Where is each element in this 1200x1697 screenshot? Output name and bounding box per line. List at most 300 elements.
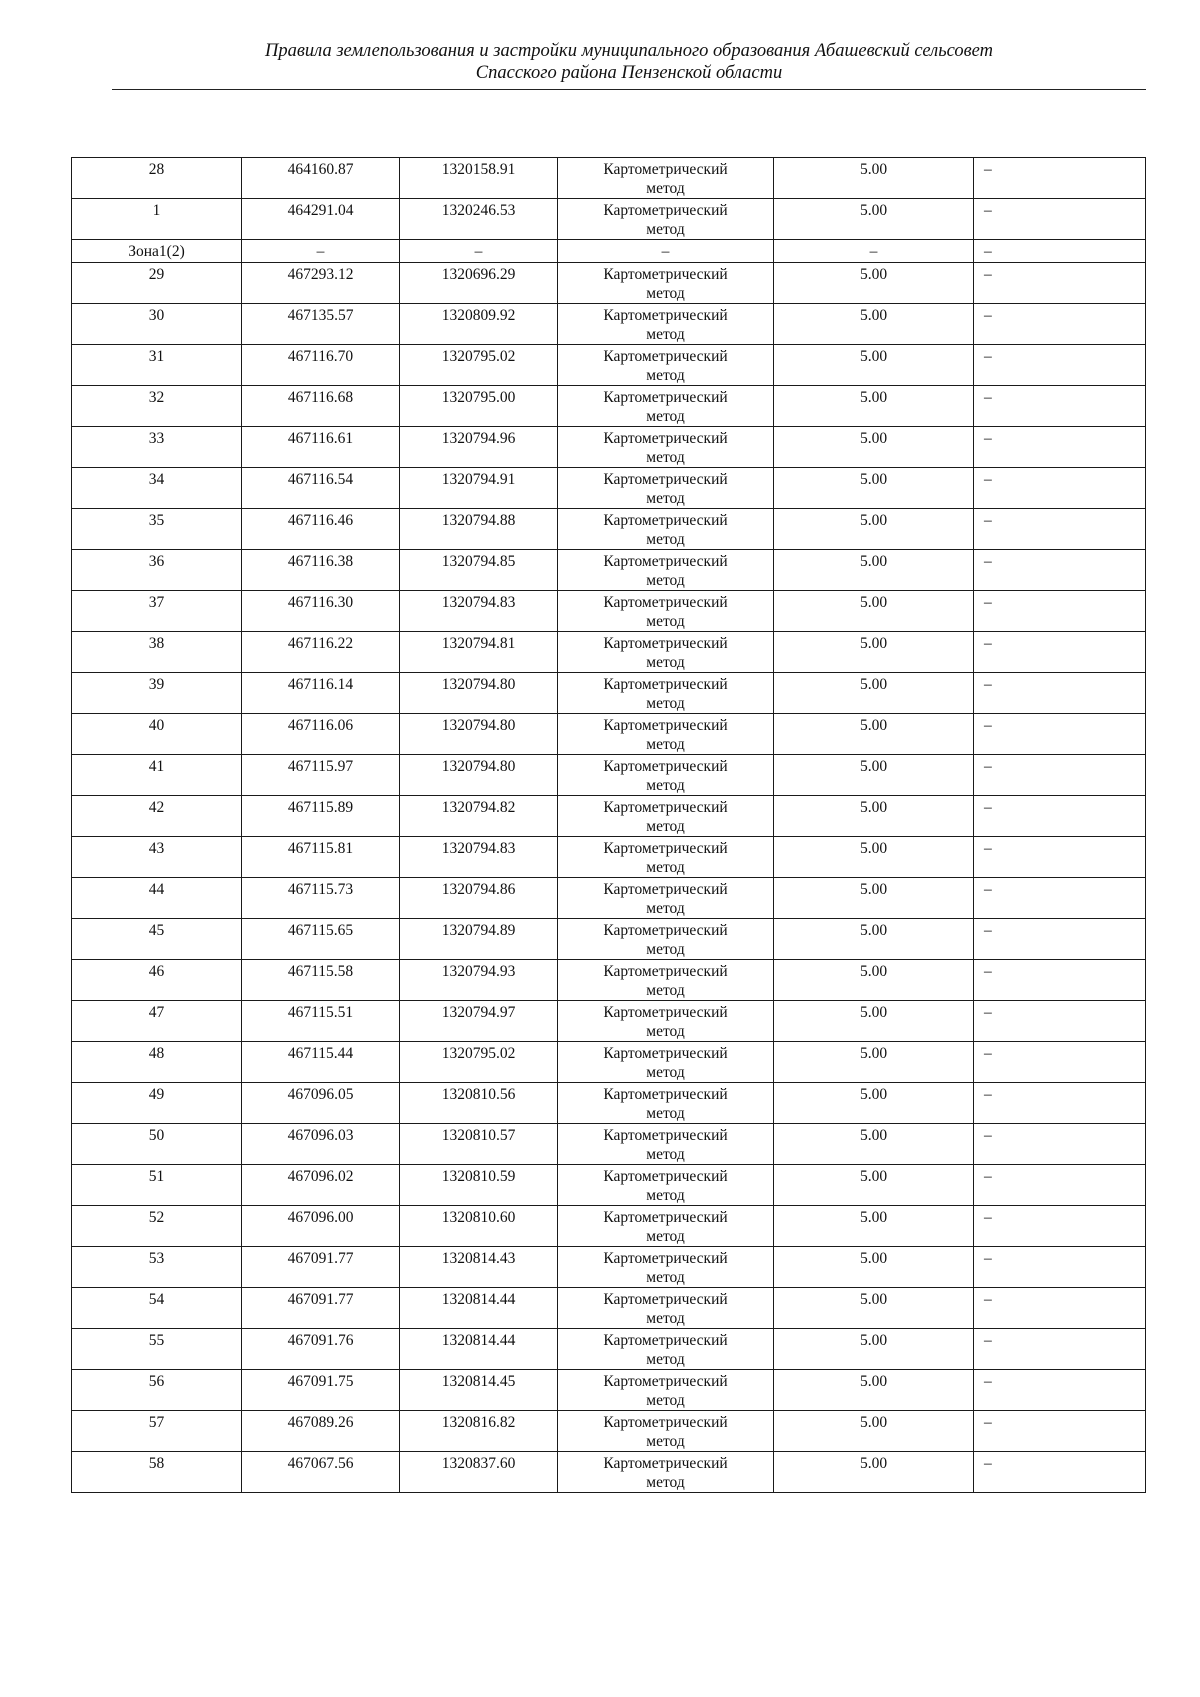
method-line-2: метод — [646, 1146, 685, 1163]
note-cell: – — [974, 1247, 1146, 1288]
point-number-cell: 39 — [72, 673, 242, 714]
y-coordinate-cell: 1320810.59 — [400, 1165, 558, 1206]
note-cell: – — [974, 509, 1146, 550]
accuracy-cell: 5.00 — [774, 427, 974, 468]
x-coordinate-cell: 467091.77 — [242, 1247, 400, 1288]
point-number-cell: 50 — [72, 1124, 242, 1165]
point-number-cell: 54 — [72, 1288, 242, 1329]
x-coordinate-cell: 467115.89 — [242, 796, 400, 837]
x-coordinate-cell: 467096.00 — [242, 1206, 400, 1247]
method-cell — [558, 240, 774, 263]
y-coordinate-cell: 1320794.80 — [400, 755, 558, 796]
method-line-1: Картометрический — [603, 161, 728, 178]
table-row — [72, 199, 1146, 240]
accuracy-cell: 5.00 — [774, 1124, 974, 1165]
note-cell: – — [974, 386, 1146, 427]
method-cell — [558, 878, 774, 919]
method-cell — [558, 1124, 774, 1165]
method-cell — [558, 1411, 774, 1452]
y-coordinate-cell: 1320246.53 — [400, 199, 558, 240]
note-cell: – — [974, 796, 1146, 837]
y-coordinate-cell: 1320794.80 — [400, 714, 558, 755]
table-row — [72, 550, 1146, 591]
header-line-1: Правила землепользования и застройки муниципального образования Абашевский сельсовет — [265, 41, 993, 61]
point-number-cell: 55 — [72, 1329, 242, 1370]
page-header — [112, 40, 1146, 84]
table-row — [72, 427, 1146, 468]
method-line-1: Картометрический — [603, 1332, 728, 1349]
method-line-2: метод — [646, 408, 685, 425]
method-line-1: Картометрический — [603, 512, 728, 529]
point-number-cell: 29 — [72, 263, 242, 304]
method-cell — [558, 386, 774, 427]
point-number-cell: 57 — [72, 1411, 242, 1452]
y-coordinate-cell: 1320814.45 — [400, 1370, 558, 1411]
note-cell: – — [974, 1206, 1146, 1247]
accuracy-cell: 5.00 — [774, 1247, 974, 1288]
accuracy-cell: 5.00 — [774, 345, 974, 386]
table-row — [72, 1001, 1146, 1042]
y-coordinate-cell: 1320794.80 — [400, 673, 558, 714]
table-row — [72, 837, 1146, 878]
table-row — [72, 591, 1146, 632]
accuracy-cell: 5.00 — [774, 796, 974, 837]
y-coordinate-cell: – — [400, 240, 558, 263]
x-coordinate-cell: 467115.65 — [242, 919, 400, 960]
note-cell: – — [974, 263, 1146, 304]
note-cell: – — [974, 427, 1146, 468]
method-line-2: метод — [646, 1474, 685, 1491]
method-line-2: метод — [646, 613, 685, 630]
y-coordinate-cell: 1320837.60 — [400, 1452, 558, 1493]
accuracy-cell: 5.00 — [774, 550, 974, 591]
table-row — [72, 755, 1146, 796]
accuracy-cell: 5.00 — [774, 304, 974, 345]
y-coordinate-cell: 1320810.57 — [400, 1124, 558, 1165]
y-coordinate-cell: 1320794.83 — [400, 837, 558, 878]
y-coordinate-cell: 1320795.00 — [400, 386, 558, 427]
method-line-2: метод — [646, 818, 685, 835]
y-coordinate-cell: 1320814.43 — [400, 1247, 558, 1288]
x-coordinate-cell: 467116.22 — [242, 632, 400, 673]
method-line-1: Картометрический — [603, 758, 728, 775]
note-cell: – — [974, 632, 1146, 673]
method-line-1: Картометрический — [603, 881, 728, 898]
method-line-2: метод — [646, 572, 685, 589]
note-cell: – — [974, 673, 1146, 714]
accuracy-cell: 5.00 — [774, 468, 974, 509]
table-row — [72, 1165, 1146, 1206]
y-coordinate-cell: 1320794.82 — [400, 796, 558, 837]
point-number-cell: 37 — [72, 591, 242, 632]
x-coordinate-cell: 467293.12 — [242, 263, 400, 304]
method-cell — [558, 755, 774, 796]
point-number-cell: 51 — [72, 1165, 242, 1206]
x-coordinate-cell: 467115.73 — [242, 878, 400, 919]
method-cell — [558, 1083, 774, 1124]
point-number-cell: 47 — [72, 1001, 242, 1042]
method-line-1: – — [661, 243, 670, 260]
method-line-2: метод — [646, 1433, 685, 1450]
table-row — [72, 1206, 1146, 1247]
y-coordinate-cell: 1320794.81 — [400, 632, 558, 673]
method-line-2: метод — [646, 859, 685, 876]
header-line-2: Спасского района Пензенской области — [475, 63, 783, 83]
method-line-2: метод — [646, 900, 685, 917]
y-coordinate-cell: 1320794.83 — [400, 591, 558, 632]
y-coordinate-cell: 1320794.93 — [400, 960, 558, 1001]
table-row — [72, 1411, 1146, 1452]
x-coordinate-cell: 467116.06 — [242, 714, 400, 755]
table-row — [72, 1124, 1146, 1165]
y-coordinate-cell: 1320794.96 — [400, 427, 558, 468]
method-line-1: Картометрический — [603, 471, 728, 488]
accuracy-cell: 5.00 — [774, 919, 974, 960]
x-coordinate-cell: 467116.46 — [242, 509, 400, 550]
table-row — [72, 509, 1146, 550]
point-number-cell: 44 — [72, 878, 242, 919]
method-line-1: Картометрический — [603, 1414, 728, 1431]
method-cell — [558, 550, 774, 591]
method-cell — [558, 960, 774, 1001]
x-coordinate-cell: 467096.03 — [242, 1124, 400, 1165]
method-cell — [558, 304, 774, 345]
method-cell — [558, 199, 774, 240]
x-coordinate-cell: 467116.14 — [242, 673, 400, 714]
accuracy-cell: 5.00 — [774, 1001, 974, 1042]
method-line-2: метод — [646, 1228, 685, 1245]
method-line-1: Картометрический — [603, 202, 728, 219]
note-cell: – — [974, 1329, 1146, 1370]
method-cell — [558, 796, 774, 837]
table-row — [72, 1329, 1146, 1370]
method-line-1: Картометрический — [603, 1086, 728, 1103]
method-line-2: метод — [646, 982, 685, 999]
method-line-2: метод — [646, 777, 685, 794]
table-row — [72, 1083, 1146, 1124]
method-line-2: метод — [646, 1310, 685, 1327]
y-coordinate-cell: 1320795.02 — [400, 1042, 558, 1083]
method-line-1: Картометрический — [603, 963, 728, 980]
x-coordinate-cell: 467115.51 — [242, 1001, 400, 1042]
accuracy-cell: 5.00 — [774, 837, 974, 878]
x-coordinate-cell: 467067.56 — [242, 1452, 400, 1493]
table-row — [72, 1247, 1146, 1288]
accuracy-cell: 5.00 — [774, 1206, 974, 1247]
note-cell: – — [974, 1370, 1146, 1411]
method-line-2: метод — [646, 180, 685, 197]
table-row — [72, 386, 1146, 427]
note-cell: – — [974, 1042, 1146, 1083]
y-coordinate-cell: 1320794.86 — [400, 878, 558, 919]
method-cell — [558, 1370, 774, 1411]
point-number-cell: 41 — [72, 755, 242, 796]
method-line-1: Картометрический — [603, 922, 728, 939]
table-row — [72, 1288, 1146, 1329]
x-coordinate-cell: 464160.87 — [242, 158, 400, 199]
table-row — [72, 158, 1146, 199]
y-coordinate-cell: 1320794.89 — [400, 919, 558, 960]
method-cell — [558, 714, 774, 755]
accuracy-cell: 5.00 — [774, 263, 974, 304]
point-number-cell: 30 — [72, 304, 242, 345]
note-cell: – — [974, 345, 1146, 386]
coordinates-table-body — [72, 158, 1146, 1493]
method-cell — [558, 1452, 774, 1493]
accuracy-cell: 5.00 — [774, 158, 974, 199]
method-cell — [558, 158, 774, 199]
note-cell: – — [974, 1001, 1146, 1042]
x-coordinate-cell: 467115.81 — [242, 837, 400, 878]
note-cell: – — [974, 837, 1146, 878]
method-line-1: Картометрический — [603, 799, 728, 816]
method-line-2: метод — [646, 1023, 685, 1040]
x-coordinate-cell: 467135.57 — [242, 304, 400, 345]
accuracy-cell: 5.00 — [774, 199, 974, 240]
table-row — [72, 960, 1146, 1001]
method-line-2: метод — [646, 1351, 685, 1368]
accuracy-cell: 5.00 — [774, 1411, 974, 1452]
table-row — [72, 1042, 1146, 1083]
method-line-1: Картометрический — [603, 840, 728, 857]
method-line-2: метод — [646, 326, 685, 343]
accuracy-cell: – — [774, 240, 974, 263]
note-cell: – — [974, 1165, 1146, 1206]
point-number-cell: 32 — [72, 386, 242, 427]
y-coordinate-cell: 1320810.60 — [400, 1206, 558, 1247]
method-cell — [558, 468, 774, 509]
x-coordinate-cell: – — [242, 240, 400, 263]
table-row — [72, 1452, 1146, 1493]
note-cell: – — [974, 550, 1146, 591]
accuracy-cell: 5.00 — [774, 1329, 974, 1370]
method-line-1: Картометрический — [603, 1209, 728, 1226]
y-coordinate-cell: 1320814.44 — [400, 1329, 558, 1370]
x-coordinate-cell: 467091.76 — [242, 1329, 400, 1370]
point-number-cell: 48 — [72, 1042, 242, 1083]
accuracy-cell: 5.00 — [774, 755, 974, 796]
note-cell: – — [974, 960, 1146, 1001]
table-row — [72, 919, 1146, 960]
accuracy-cell: 5.00 — [774, 1042, 974, 1083]
method-line-1: Картометрический — [603, 1291, 728, 1308]
table-row — [72, 673, 1146, 714]
x-coordinate-cell: 467089.26 — [242, 1411, 400, 1452]
method-cell — [558, 427, 774, 468]
method-cell — [558, 1001, 774, 1042]
point-number-cell: 40 — [72, 714, 242, 755]
y-coordinate-cell: 1320816.82 — [400, 1411, 558, 1452]
method-line-2: метод — [646, 449, 685, 466]
x-coordinate-cell: 467091.77 — [242, 1288, 400, 1329]
x-coordinate-cell: 467115.44 — [242, 1042, 400, 1083]
point-number-cell: 34 — [72, 468, 242, 509]
method-line-2: метод — [646, 221, 685, 238]
method-line-2: метод — [646, 736, 685, 753]
method-line-1: Картометрический — [603, 307, 728, 324]
table-row — [72, 468, 1146, 509]
method-line-2: метод — [646, 1105, 685, 1122]
note-cell: – — [974, 1083, 1146, 1124]
note-cell: – — [974, 1288, 1146, 1329]
accuracy-cell: 5.00 — [774, 1370, 974, 1411]
point-number-cell: 45 — [72, 919, 242, 960]
method-line-1: Картометрический — [603, 1004, 728, 1021]
x-coordinate-cell: 467116.61 — [242, 427, 400, 468]
method-line-2: метод — [646, 1187, 685, 1204]
method-cell — [558, 1247, 774, 1288]
point-number-cell: Зона1(2) — [72, 240, 242, 263]
accuracy-cell: 5.00 — [774, 960, 974, 1001]
accuracy-cell: 5.00 — [774, 632, 974, 673]
note-cell: – — [974, 158, 1146, 199]
point-number-cell: 46 — [72, 960, 242, 1001]
point-number-cell: 35 — [72, 509, 242, 550]
accuracy-cell: 5.00 — [774, 878, 974, 919]
method-cell — [558, 1206, 774, 1247]
method-line-1: Картометрический — [603, 717, 728, 734]
accuracy-cell: 5.00 — [774, 673, 974, 714]
x-coordinate-cell: 467116.54 — [242, 468, 400, 509]
note-cell: – — [974, 1411, 1146, 1452]
method-line-1: Картометрический — [603, 1127, 728, 1144]
method-cell — [558, 673, 774, 714]
note-cell: – — [974, 468, 1146, 509]
method-line-1: Картометрический — [603, 1455, 728, 1472]
method-cell — [558, 1288, 774, 1329]
x-coordinate-cell: 467116.38 — [242, 550, 400, 591]
y-coordinate-cell: 1320794.85 — [400, 550, 558, 591]
point-number-cell: 42 — [72, 796, 242, 837]
y-coordinate-cell: 1320696.29 — [400, 263, 558, 304]
y-coordinate-cell: 1320794.97 — [400, 1001, 558, 1042]
method-cell — [558, 345, 774, 386]
y-coordinate-cell: 1320814.44 — [400, 1288, 558, 1329]
y-coordinate-cell: 1320794.88 — [400, 509, 558, 550]
method-line-2: метод — [646, 490, 685, 507]
y-coordinate-cell: 1320795.02 — [400, 345, 558, 386]
y-coordinate-cell: 1320810.56 — [400, 1083, 558, 1124]
x-coordinate-cell: 467116.68 — [242, 386, 400, 427]
method-line-1: Картометрический — [603, 635, 728, 652]
method-line-1: Картометрический — [603, 594, 728, 611]
note-cell: – — [974, 304, 1146, 345]
method-line-1: Картометрический — [603, 1250, 728, 1267]
table-row — [72, 263, 1146, 304]
y-coordinate-cell: 1320809.92 — [400, 304, 558, 345]
x-coordinate-cell: 467116.70 — [242, 345, 400, 386]
x-coordinate-cell: 467091.75 — [242, 1370, 400, 1411]
point-number-cell: 33 — [72, 427, 242, 468]
table-row — [72, 632, 1146, 673]
method-line-1: Картометрический — [603, 1373, 728, 1390]
method-line-2: метод — [646, 654, 685, 671]
method-cell — [558, 919, 774, 960]
table-row — [72, 304, 1146, 345]
method-cell — [558, 1042, 774, 1083]
accuracy-cell: 5.00 — [774, 509, 974, 550]
method-line-2: метод — [646, 531, 685, 548]
point-number-cell: 28 — [72, 158, 242, 199]
note-cell: – — [974, 1452, 1146, 1493]
note-cell: – — [974, 878, 1146, 919]
method-line-1: Картометрический — [603, 1168, 728, 1185]
point-number-cell: 56 — [72, 1370, 242, 1411]
method-line-1: Картометрический — [603, 676, 728, 693]
method-cell — [558, 632, 774, 673]
method-cell — [558, 837, 774, 878]
x-coordinate-cell: 467115.97 — [242, 755, 400, 796]
method-cell — [558, 1165, 774, 1206]
point-number-cell: 58 — [72, 1452, 242, 1493]
point-number-cell: 31 — [72, 345, 242, 386]
accuracy-cell: 5.00 — [774, 714, 974, 755]
table-row — [72, 1370, 1146, 1411]
point-number-cell: 49 — [72, 1083, 242, 1124]
x-coordinate-cell: 467115.58 — [242, 960, 400, 1001]
x-coordinate-cell: 467096.02 — [242, 1165, 400, 1206]
y-coordinate-cell: 1320158.91 — [400, 158, 558, 199]
table-row — [72, 345, 1146, 386]
zone-header-row — [72, 240, 1146, 263]
note-cell: – — [974, 591, 1146, 632]
method-line-2: метод — [646, 367, 685, 384]
method-line-2: метод — [646, 285, 685, 302]
method-line-1: Картометрический — [603, 1045, 728, 1062]
table-row — [72, 714, 1146, 755]
method-line-1: Картометрический — [603, 348, 728, 365]
method-line-2: метод — [646, 1064, 685, 1081]
method-line-2: метод — [646, 941, 685, 958]
accuracy-cell: 5.00 — [774, 1452, 974, 1493]
point-number-cell: 53 — [72, 1247, 242, 1288]
accuracy-cell: 5.00 — [774, 386, 974, 427]
accuracy-cell: 5.00 — [774, 1083, 974, 1124]
note-cell: – — [974, 240, 1146, 263]
method-cell — [558, 263, 774, 304]
point-number-cell: 36 — [72, 550, 242, 591]
method-cell — [558, 1329, 774, 1370]
header-divider — [112, 89, 1146, 90]
point-number-cell: 43 — [72, 837, 242, 878]
note-cell: – — [974, 714, 1146, 755]
method-line-1: Картометрический — [603, 553, 728, 570]
x-coordinate-cell: 464291.04 — [242, 199, 400, 240]
accuracy-cell: 5.00 — [774, 1288, 974, 1329]
table-row — [72, 796, 1146, 837]
point-number-cell: 52 — [72, 1206, 242, 1247]
x-coordinate-cell: 467096.05 — [242, 1083, 400, 1124]
point-number-cell: 38 — [72, 632, 242, 673]
point-number-cell: 1 — [72, 199, 242, 240]
method-line-1: Картометрический — [603, 430, 728, 447]
method-line-2: метод — [646, 1392, 685, 1409]
note-cell: – — [974, 199, 1146, 240]
method-cell — [558, 509, 774, 550]
coordinates-table — [71, 157, 1146, 1493]
accuracy-cell: 5.00 — [774, 1165, 974, 1206]
method-cell — [558, 591, 774, 632]
method-line-1: Картометрический — [603, 266, 728, 283]
method-line-1: Картометрический — [603, 389, 728, 406]
table-row — [72, 878, 1146, 919]
accuracy-cell: 5.00 — [774, 591, 974, 632]
method-line-2: метод — [646, 1269, 685, 1286]
note-cell: – — [974, 755, 1146, 796]
note-cell: – — [974, 1124, 1146, 1165]
y-coordinate-cell: 1320794.91 — [400, 468, 558, 509]
note-cell: – — [974, 919, 1146, 960]
